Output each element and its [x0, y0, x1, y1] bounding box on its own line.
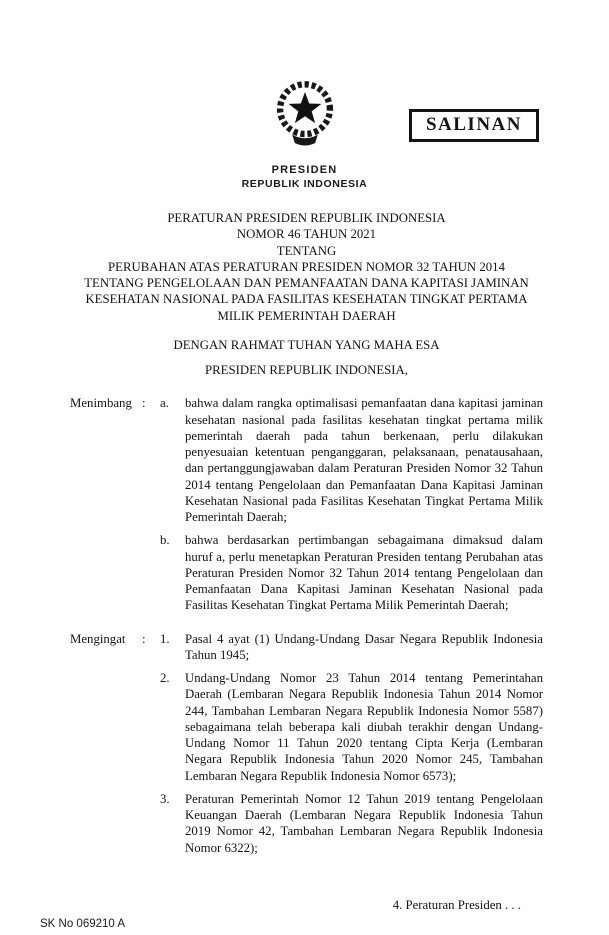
salinan-stamp-label: SALINAN [425, 114, 522, 135]
menimbang-items [160, 395, 543, 613]
title-line: MILIK PEMERINTAH DAERAH [217, 308, 396, 323]
mengingat-items [160, 631, 543, 856]
title-line: PERUBAHAN ATAS PERATURAN PRESIDEN NOMOR 32 TAHUN 2014 [108, 259, 505, 274]
document-body [70, 210, 543, 856]
list-item [160, 670, 543, 784]
list-item [160, 532, 543, 613]
garuda-star-emblem-icon [273, 76, 337, 150]
mengingat-colon: : [142, 631, 146, 646]
letterhead-republik-indonesia: REPUBLIK INDONESIA [241, 178, 368, 190]
list-item-marker: 3. [160, 791, 170, 806]
salinan-stamp [409, 109, 539, 142]
title-line: PERATURAN PRESIDEN REPUBLIK INDONESIA [167, 211, 446, 225]
title-line: KESEHATAN NASIONAL PADA FASILITAS KESEHATAN TINGKAT PERTAMA [85, 292, 528, 307]
regulation-title [70, 210, 543, 324]
list-item [160, 631, 543, 664]
list-item-text: Peraturan Pemerintah Nomor 12 Tahun 2019 tentang Pengelolaan Keuangan Daerah (Lembaran Negara Republik Indonesia Tahun 2019 Nomor 42, Tambahan Lembaran Negara Republik Indonesia Nomor 6322); [185, 791, 543, 855]
letterhead-presiden: PRESIDEN [271, 164, 338, 176]
title-line: TENTANG [276, 243, 337, 258]
menimbang-label: Menimbang [70, 396, 132, 411]
mengingat-section [70, 631, 543, 856]
authority-line: PRESIDEN REPUBLIK INDONESIA, [205, 363, 408, 377]
list-item-marker: a. [160, 396, 169, 411]
list-item [160, 395, 543, 525]
invocation-line: DENGAN RAHMAT TUHAN YANG MAHA ESA [173, 337, 440, 352]
page-catchword: 4. Peraturan Presiden . . . [392, 898, 521, 912]
list-item-text: bahwa berdasarkan pertimbangan sebagaimana dimaksud dalam huruf a, perlu menetapkan Peraturan Presiden tentang Perubahan atas Peraturan Presiden Nomor 32 Tahun 2014 tentang Pengelolaan dan Pemanfaatan Dana Kapitasi Jaminan Kesehatan Nasional pada Fasilitas Kesehatan Tingkat Pertama Milik Pemerintah Daerah; [185, 533, 543, 613]
title-line: NOMOR 46 TAHUN 2021 [236, 227, 377, 242]
title-line: TENTANG PENGELOLAAN DAN PEMANFAATAN DANA KAPITASI JAMINAN [84, 276, 529, 290]
letterhead [0, 164, 609, 190]
list-item-text: Undang-Undang Nomor 23 Tahun 2014 tentang Pemerintahan Daerah (Lembaran Negara Republik Indonesia Tahun 2014 Nomor 244, Tambahan Lembaran Negara Republik Indonesia Nomor 5587) sebagaimana telah beberapa kali diubah terakhir dengan Undang-Undang Nomor 11 Tahun 2020 tentang Cipta Kerja (Lembaran Negara Republik Indonesia Tahun 2020 Nomor 245, Tambahan Lembaran Negara Republik Indonesia Nomor 6573); [185, 671, 543, 783]
list-item-text: bahwa dalam rangka optimalisasi pemanfaatan dana kapitasi jaminan kesehatan nasional pada fasilitas kesehatan tingkat pertama milik pemerintah daerah pada tahun berkenaan, perlu dilakukan penyesuaian ketentuan penganggaran, pelaksanaan, penatausahaan, dan pertanggungjawaban dalam Peraturan Presiden Nomor 32 Tahun 2014 tentang Pengelolaan dan Pemanfaatan Dana Kapitasi Jaminan Kesehatan Nasional pada Fasilitas Kesehatan Tingkat Pertama Milik Pemerintah Daerah; [185, 396, 543, 524]
list-item-marker: 1. [160, 631, 170, 646]
menimbang-colon: : [142, 396, 146, 411]
document-number: SK No 069210 A [40, 918, 126, 930]
list-item-marker: b. [160, 533, 170, 548]
list-item-marker: 2. [160, 671, 170, 685]
list-item-text: Pasal 4 ayat (1) Undang-Undang Dasar Negara Republik Indonesia Tahun 1945; [185, 631, 543, 662]
menimbang-section [70, 395, 543, 613]
list-item [160, 791, 543, 856]
mengingat-label: Mengingat [70, 631, 126, 646]
